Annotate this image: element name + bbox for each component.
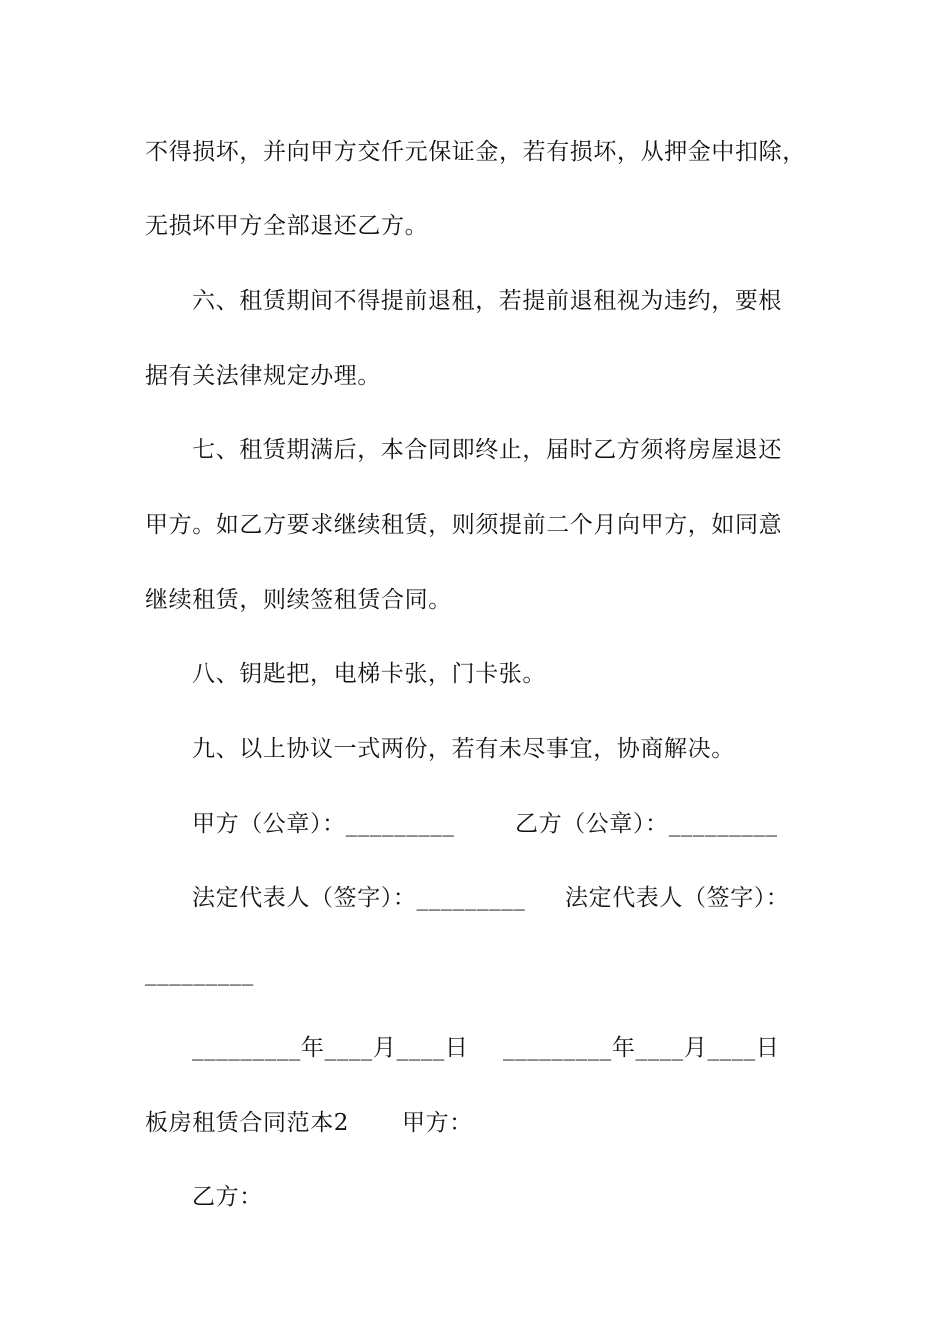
section-title: 板房租赁合同范本2	[145, 1110, 350, 1136]
party-a-representative-field: 法定代表人（签字）：_________	[192, 885, 526, 911]
clause-8: 八、钥匙把，电梯卡张，门卡张。	[192, 661, 546, 687]
clause-7: 七、租赁期满后，本合同即终止，届时乙方须将房屋退还	[192, 437, 782, 463]
paragraph-line: 不得损坏，并向甲方交仟元保证金，若有损坏，从押金中扣除，	[145, 139, 806, 165]
paragraph-line: 据有关法律规定办理。	[145, 363, 381, 389]
paragraph-line: 继续租赁，则续签租赁合同。	[145, 587, 452, 613]
clause-9: 九、以上协议一式两份，若有未尽事宜，协商解决。	[192, 736, 735, 762]
clause-6: 六、租赁期间不得提前退租，若提前退租视为违约，要根	[192, 288, 782, 314]
party-b-date-field: _________年____月____日	[503, 1035, 780, 1061]
party-a-label: 甲方：	[402, 1110, 473, 1136]
party-b-label: 乙方：	[192, 1184, 263, 1210]
party-a-seal-field: 甲方（公章）：_________	[192, 811, 455, 837]
party-a-date-field: _________年____月____日	[192, 1035, 469, 1061]
party-b-seal-field: 乙方（公章）：_________	[515, 811, 778, 837]
party-b-representative-blank: _________	[145, 960, 254, 986]
paragraph-line: 无损坏甲方全部退还乙方。	[145, 213, 429, 239]
party-b-representative-label: 法定代表人（签字）：	[565, 885, 790, 911]
paragraph-line: 甲方。如乙方要求继续租赁，则须提前二个月向甲方，如同意	[145, 512, 783, 538]
